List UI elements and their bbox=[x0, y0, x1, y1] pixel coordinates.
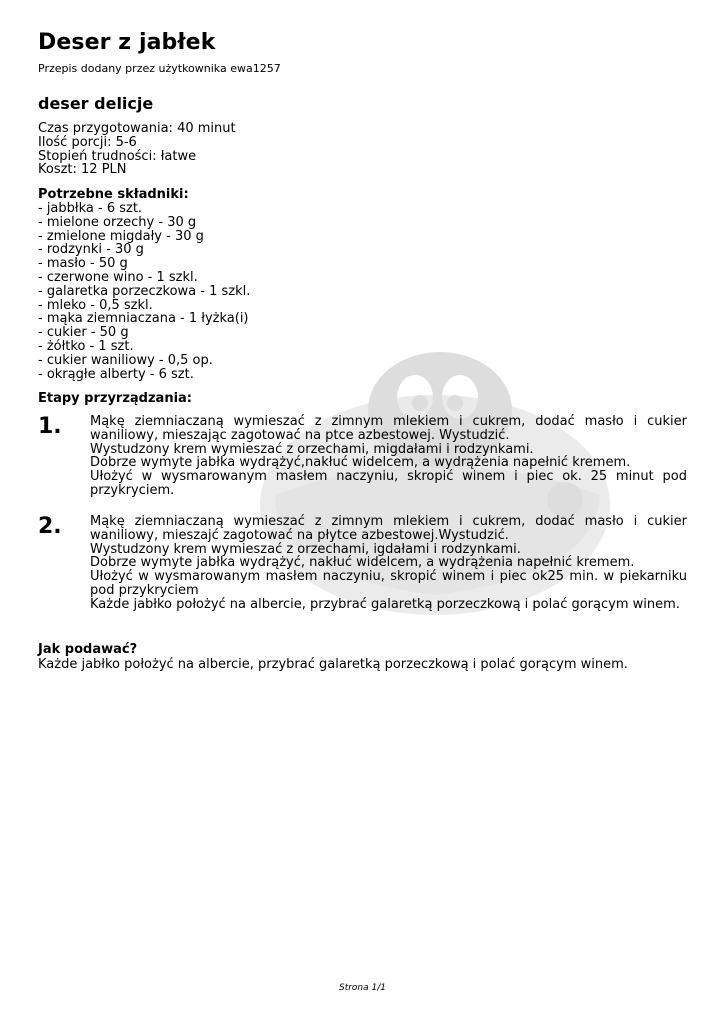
step-number: 2. bbox=[38, 514, 62, 539]
step-paragraph: Ułożyć w wysmarowanym masłem naczyniu, skropić winem i piec ok25 min. w piekarniku pod przykryciem bbox=[90, 569, 687, 598]
step-body bbox=[90, 415, 687, 498]
recipe-title: Deser z jabłek bbox=[38, 30, 216, 55]
step-paragraph: Dobrze wymyte jabłka wydrążyć, nakłuć widelcem, a wydrążenia napełnić kremem. bbox=[90, 555, 635, 571]
ingredient-item: - masło - 50 g bbox=[38, 256, 128, 272]
ingredient-item: - rodzynki - 30 g bbox=[38, 242, 144, 258]
ingredient-item: - mielone orzechy - 30 g bbox=[38, 214, 197, 230]
ingredient-item: - żółtko - 1 szt. bbox=[38, 338, 134, 354]
prep-time: Czas przygotowania: 40 minut bbox=[38, 121, 236, 136]
servings: Ilość porcji: 5-6 bbox=[38, 134, 137, 150]
recipe-subtitle: deser delicje bbox=[38, 94, 154, 113]
ingredient-item: - cukier - 50 g bbox=[38, 325, 129, 341]
page-number: Strona 1/1 bbox=[338, 983, 386, 993]
steps-heading: Etapy przyrządzania: bbox=[38, 391, 193, 406]
ingredient-item: - czerwone wino - 1 szkl. bbox=[38, 269, 198, 285]
author-line: Przepis dodany przez użytkownika ewa1257 bbox=[38, 62, 281, 75]
step-body bbox=[90, 515, 687, 612]
step-paragraph: Wystudzony krem wymieszać z orzechami, migdałami i rodzynkami. bbox=[90, 441, 534, 457]
step-paragraph: Mąkę ziemniaczaną wymieszać z zimnym mlekiem i cukrem, dodać masło i cukier waniliowy, mieszajć zagotować na płytce azbestowej.Wystudzić. bbox=[90, 514, 687, 543]
step-paragraph: Wystudzony krem wymieszać z orzechami, igdałami i rodzynkami. bbox=[90, 541, 521, 557]
ingredient-item: - mąka ziemniaczana - 1 łyżka(i) bbox=[38, 311, 249, 327]
ingredient-item: - cukier waniliowy - 0,5 op. bbox=[38, 352, 213, 368]
ingredient-item: - okrągłe alberty - 6 szt. bbox=[38, 366, 194, 382]
step-paragraph: Mąkę ziemniaczaną wymieszać z zimnym mlekiem i cukrem, dodać masło i cukier waniliowy, mieszając zagotować na ptce azbestowej. Wystudzić. bbox=[90, 414, 687, 443]
cost: Koszt: 12 PLN bbox=[38, 162, 127, 178]
step-paragraph: Ułożyć w wysmarowanym masłem naczyniu, skropić winem i piec ok. 25 minut pod przykryciem. bbox=[90, 469, 687, 498]
ingredients-list bbox=[38, 202, 250, 381]
ingredient-item: - galaretka porzeczkowa - 1 szkl. bbox=[38, 283, 251, 299]
ingredients-heading: Potrzebne składniki: bbox=[38, 187, 189, 202]
difficulty: Stopień trudności: łatwe bbox=[38, 148, 197, 164]
ingredient-item: - mleko - 0,5 szkl. bbox=[38, 297, 153, 313]
serving-heading: Jak podawać? bbox=[38, 642, 138, 657]
serving-text: Każde jabłko położyć na albercie, przybrać galaretką porzeczkową i polać gorącym winem. bbox=[38, 657, 628, 672]
step-paragraph: Dobrze wymyte jabłka wydrążyć,nakłuć widelcem, a wydrążenia napełnić kremem. bbox=[90, 455, 631, 471]
recipe-meta bbox=[38, 122, 236, 177]
step-paragraph: Każde jabłko położyć na albercie, przybrać galaretką porzeczkową i polać gorącym winem. bbox=[90, 596, 680, 612]
step-number: 1. bbox=[38, 414, 62, 439]
ingredient-item: - jabbłka - 6 szt. bbox=[38, 201, 143, 216]
ingredient-item: - zmielone migdały - 30 g bbox=[38, 228, 204, 244]
